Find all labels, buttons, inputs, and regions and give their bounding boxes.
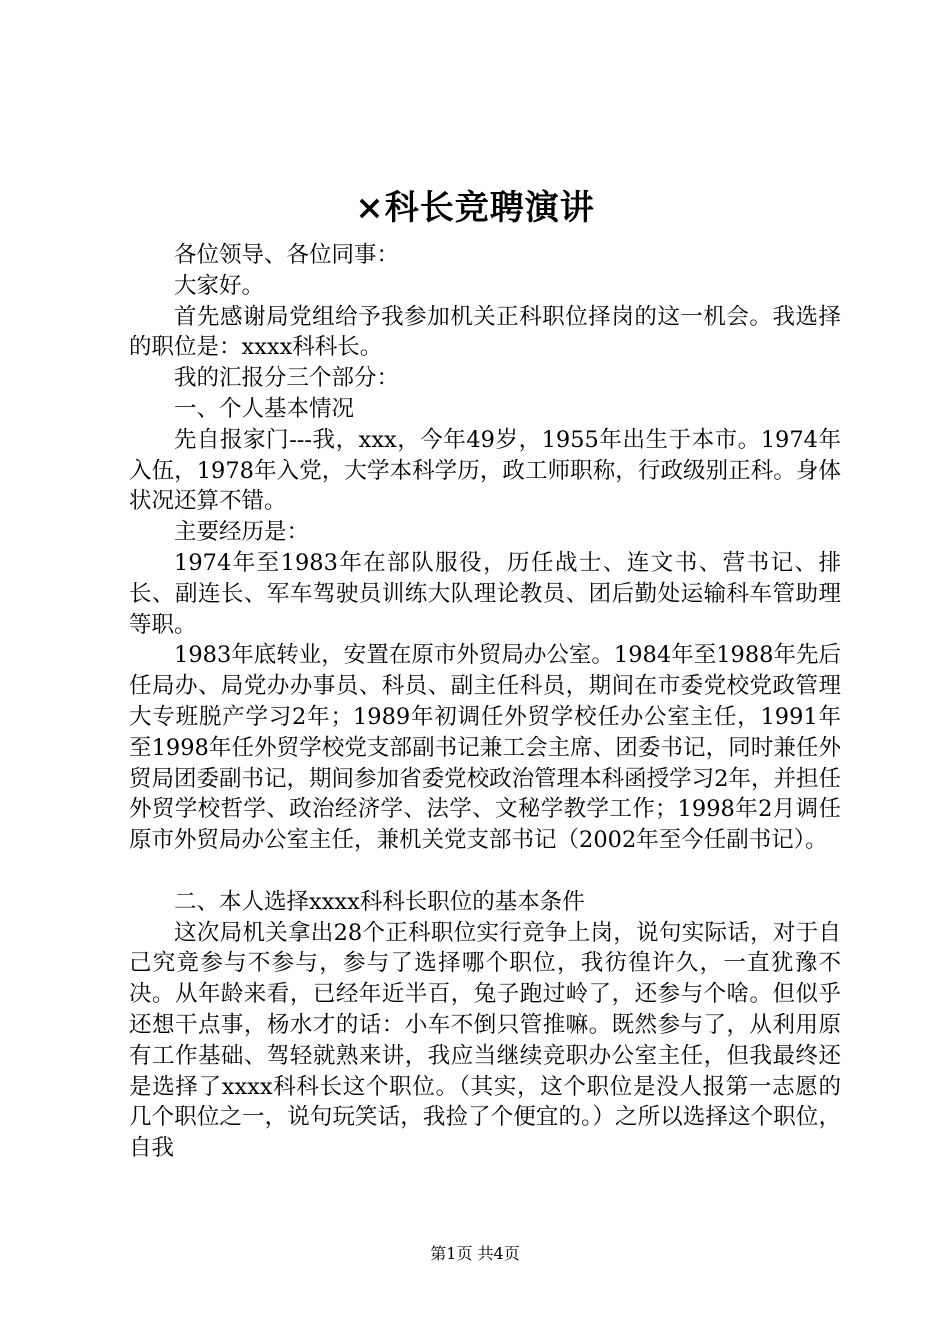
paragraph-introduction: 先自报家门---我，xxx，今年49岁，1955年出生于本市。1974年入伍，1978年入党，大学本科学历，政工师职称，行政级别正科。身体状况还算不错。 [129, 426, 841, 515]
paragraph-career: 1983年底转业，安置在原市外贸局办公室。1984年至1988年先后任局办、局党办办事员、科员、副主任科员，期间在市委党校党政管理大专班脱产学习2年；1989年初调任外贸学校任办公室主任，1991年至1998年任外贸学校党支部副书记兼工会主席、团委书记，同时兼任外贸局团委副书记，期间参加省委党校政治管理本科函授学习2年，并担任外贸学校哲学、政治经济学、法学、文秘学教学工作；1998年2月调任原市外贸局办公室主任，兼机关党支部书记（2002年至今任副书记）。 [129, 642, 841, 854]
page-footer: 第1页 共4页 [430, 1244, 520, 1263]
paragraph-experience-heading: 主要经历是： [174, 519, 310, 546]
paragraph-motivation: 这次局机关拿出28个正科职位实行竞争上岗，说句实际话，对于自己究竟参与不参与，参与了选择哪个职位，我彷徨许久，一直犹豫不决。从年龄来看，已经年近半百，兔子跑过岭了，还参与个啥。但似乎还想干点事，杨水才的话：小车不倒只管推嘛。既然参与了，从利用原有工作基础、驾轻就熟来讲，我应当继续竞职办公室主任，但我最终还是选择了xxxx科科长这个职位。（其实，这个职位是没人报第一志愿的几个职位之一，说句玩笑话，我捡了个便宜的。）之所以选择这个职位，自我 [129, 919, 841, 1162]
section-heading-1: 一、个人基本情况 [174, 395, 355, 422]
document-body [129, 240, 841, 1164]
paragraph-salutation: 各位领导、各位同事： [174, 242, 400, 268]
document-title: ×科长竞聘演讲 [355, 188, 595, 228]
paragraph-military-service: 1974年至1983年在部队服役，历任战士、连文书、营书记、排长、副连长、军车驾驶员训练大队理论教员、团后勤处运输科车管助理等职。 [129, 549, 841, 638]
paragraph-outline: 我的汇报分三个部分： [174, 365, 400, 392]
paragraph-thanks: 首先感谢局党组给予我参加机关正科职位择岗的这一机会。我选择的职位是：xxxx科科长。 [129, 303, 841, 361]
paragraph-greeting: 大家好。 [174, 272, 265, 299]
section-heading-2: 二、本人选择xxxx科科长职位的基本条件 [174, 888, 585, 915]
